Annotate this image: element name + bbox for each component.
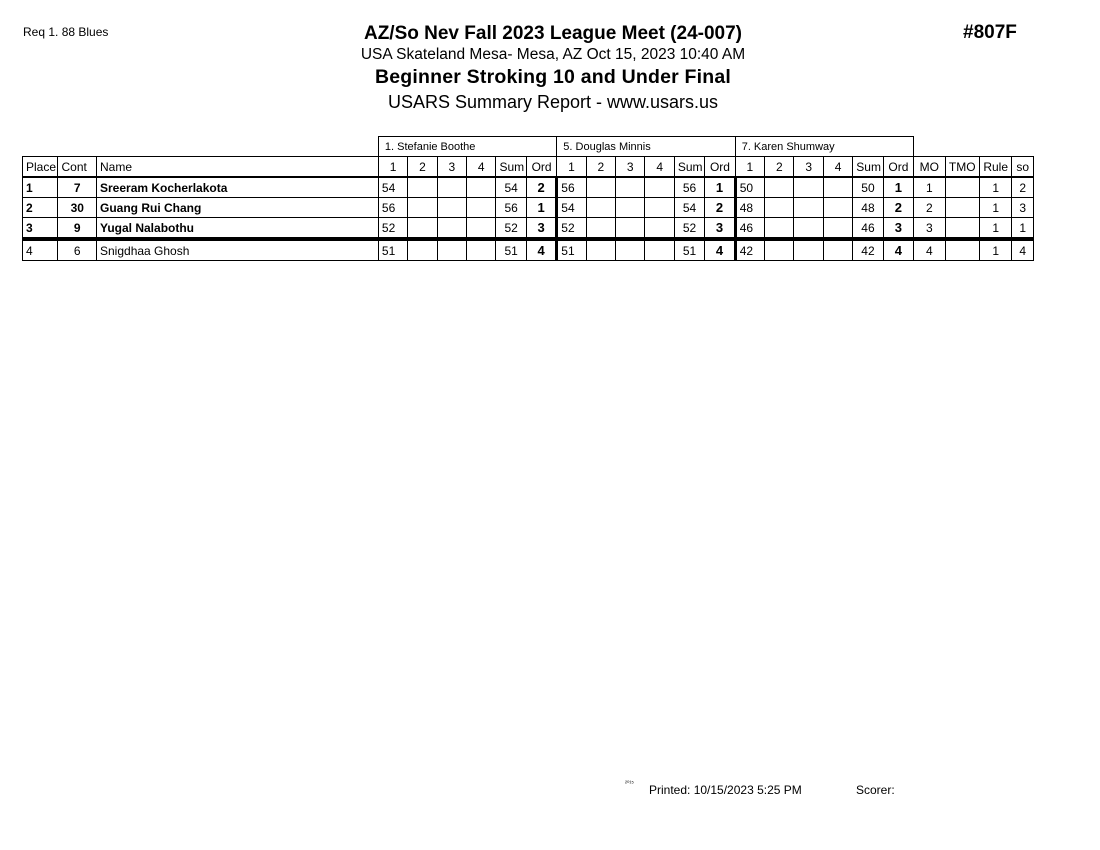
- meet-title: AZ/So Nev Fall 2023 League Meet (24-007): [363, 23, 743, 44]
- tmo-cell: [945, 198, 979, 218]
- j1-score4: [467, 177, 496, 198]
- j2-score3: [616, 239, 645, 261]
- col-j3-score1: 1: [735, 157, 764, 178]
- cont-cell: 9: [58, 218, 97, 240]
- j2-score1: 52: [557, 218, 586, 240]
- col-place: Place: [23, 157, 58, 178]
- judge-2-name: 5. Douglas Minnis: [557, 137, 735, 157]
- col-j3-ord: Ord: [883, 157, 913, 178]
- j2-sum: 56: [674, 177, 704, 198]
- required-elements-label: Req 1. 88 Blues: [23, 25, 109, 39]
- j3-score4: [823, 218, 852, 240]
- j2-score1: 51: [557, 239, 586, 261]
- j3-ord: 4: [883, 239, 913, 261]
- j2-ord: 1: [705, 177, 735, 198]
- j2-sum: 52: [674, 218, 704, 240]
- col-j2-sum: Sum: [674, 157, 704, 178]
- rule-cell: 1: [979, 218, 1011, 240]
- mo-cell: 3: [914, 218, 945, 240]
- j3-score4: [823, 198, 852, 218]
- col-j1-score4: 4: [467, 157, 496, 178]
- event-code: #807F: [963, 22, 1017, 43]
- col-j1-ord: Ord: [526, 157, 556, 178]
- j3-score3: [794, 239, 823, 261]
- col-j1-score3: 3: [437, 157, 466, 178]
- j2-ord: 3: [705, 218, 735, 240]
- judge-1-name: 1. Stefanie Boothe: [378, 137, 556, 157]
- j3-score4: [823, 239, 852, 261]
- scorer-label: Scorer:: [856, 783, 895, 797]
- j2-ord: 4: [705, 239, 735, 261]
- j2-score4: [645, 218, 674, 240]
- j3-sum: 46: [853, 218, 883, 240]
- col-rule: Rule: [979, 157, 1011, 178]
- j3-score2: [765, 177, 794, 198]
- cont-cell: 7: [58, 177, 97, 198]
- j1-sum: 52: [496, 218, 526, 240]
- col-j2-ord: Ord: [705, 157, 735, 178]
- so-cell: 3: [1012, 198, 1034, 218]
- j3-score4: [823, 177, 852, 198]
- j1-ord: 3: [526, 218, 556, 240]
- col-j3-score4: 4: [823, 157, 852, 178]
- j1-score1: 54: [378, 177, 407, 198]
- j3-score1: 50: [735, 177, 764, 198]
- place-cell: 1: [23, 177, 58, 198]
- col-j3-score2: 2: [765, 157, 794, 178]
- j3-score1: 48: [735, 198, 764, 218]
- rule-cell: 1: [979, 177, 1011, 198]
- j1-sum: 51: [496, 239, 526, 261]
- j2-score3: [616, 218, 645, 240]
- tmo-cell: [945, 218, 979, 240]
- j2-sum: 54: [674, 198, 704, 218]
- col-j1-score1: 1: [378, 157, 407, 178]
- column-header-row: [23, 157, 1034, 178]
- col-name: Name: [97, 157, 379, 178]
- event-name: Beginner Stroking 10 and Under Final: [374, 66, 732, 88]
- skater-name: Sreeram Kocherlakota: [97, 177, 379, 198]
- j2-score1: 56: [557, 177, 586, 198]
- j2-score4: [645, 177, 674, 198]
- table-row: [23, 239, 1034, 261]
- j1-score2: [408, 198, 437, 218]
- skater-name: Snigdhaa Ghosh: [97, 239, 379, 261]
- j1-score2: [408, 239, 437, 261]
- j2-score2: [586, 239, 615, 261]
- printed-timestamp: Printed: 10/15/2023 5:25 PM: [649, 783, 802, 797]
- report-header: [250, 22, 856, 114]
- j3-score3: [794, 177, 823, 198]
- software-mark: ²⁰¹⁵: [625, 781, 634, 787]
- j2-score2: [586, 198, 615, 218]
- mo-cell: 2: [914, 198, 945, 218]
- j1-score4: [467, 198, 496, 218]
- col-mo: MO: [914, 157, 945, 178]
- so-cell: 1: [1012, 218, 1034, 240]
- table-row: [23, 198, 1034, 218]
- j1-sum: 56: [496, 198, 526, 218]
- j1-score3: [437, 177, 466, 198]
- j1-ord: 2: [526, 177, 556, 198]
- skater-name: Guang Rui Chang: [97, 198, 379, 218]
- j1-ord: 1: [526, 198, 556, 218]
- j3-score1: 42: [735, 239, 764, 261]
- cont-cell: 6: [58, 239, 97, 261]
- skater-name: Yugal Nalabothu: [97, 218, 379, 240]
- j3-ord: 3: [883, 218, 913, 240]
- col-j2-score1: 1: [557, 157, 586, 178]
- j2-sum: 51: [674, 239, 704, 261]
- col-cont: Cont: [58, 157, 97, 178]
- col-j2-score2: 2: [586, 157, 615, 178]
- cont-cell: 30: [58, 198, 97, 218]
- j3-ord: 2: [883, 198, 913, 218]
- so-cell: 4: [1012, 239, 1034, 261]
- table-row: [23, 177, 1034, 198]
- col-j3-sum: Sum: [853, 157, 883, 178]
- j1-score1: 56: [378, 198, 407, 218]
- j1-ord: 4: [526, 239, 556, 261]
- col-j2-score4: 4: [645, 157, 674, 178]
- place-cell: 4: [23, 239, 58, 261]
- j3-score2: [765, 239, 794, 261]
- j1-score2: [408, 218, 437, 240]
- mo-cell: 1: [914, 177, 945, 198]
- j1-sum: 54: [496, 177, 526, 198]
- j3-score1: 46: [735, 218, 764, 240]
- j3-score3: [794, 198, 823, 218]
- j1-score1: 51: [378, 239, 407, 261]
- rule-cell: 1: [979, 198, 1011, 218]
- col-j1-score2: 2: [408, 157, 437, 178]
- j1-score4: [467, 218, 496, 240]
- col-tmo: TMO: [945, 157, 979, 178]
- col-j2-score3: 3: [616, 157, 645, 178]
- j1-score2: [408, 177, 437, 198]
- j3-ord: 1: [883, 177, 913, 198]
- j2-ord: 2: [705, 198, 735, 218]
- j3-score2: [765, 198, 794, 218]
- results-table: [22, 136, 1034, 261]
- j1-score1: 52: [378, 218, 407, 240]
- rule-cell: 1: [979, 239, 1011, 261]
- j2-score1: 54: [557, 198, 586, 218]
- tmo-cell: [945, 239, 979, 261]
- j3-score3: [794, 218, 823, 240]
- j2-score3: [616, 177, 645, 198]
- j1-score4: [467, 239, 496, 261]
- table-row: [23, 218, 1034, 240]
- j2-score2: [586, 218, 615, 240]
- j1-score3: [437, 198, 466, 218]
- judge-header-row: [23, 137, 1034, 157]
- j3-sum: 48: [853, 198, 883, 218]
- judge-3-name: 7. Karen Shumway: [735, 137, 913, 157]
- venue-line: USA Skateland Mesa- Mesa, AZ Oct 15, 2023 10:40 AM: [360, 46, 746, 63]
- j2-score2: [586, 177, 615, 198]
- j2-score3: [616, 198, 645, 218]
- j3-sum: 50: [853, 177, 883, 198]
- j3-score2: [765, 218, 794, 240]
- col-j1-sum: Sum: [496, 157, 526, 178]
- tmo-cell: [945, 177, 979, 198]
- so-cell: 2: [1012, 177, 1034, 198]
- j1-score3: [437, 218, 466, 240]
- j3-sum: 42: [853, 239, 883, 261]
- mo-cell: 4: [914, 239, 945, 261]
- j2-score4: [645, 239, 674, 261]
- report-line: USARS Summary Report - www.usars.us: [387, 92, 719, 112]
- j2-score4: [645, 198, 674, 218]
- col-so: so: [1012, 157, 1034, 178]
- j1-score3: [437, 239, 466, 261]
- col-j3-score3: 3: [794, 157, 823, 178]
- place-cell: 3: [23, 218, 58, 240]
- place-cell: 2: [23, 198, 58, 218]
